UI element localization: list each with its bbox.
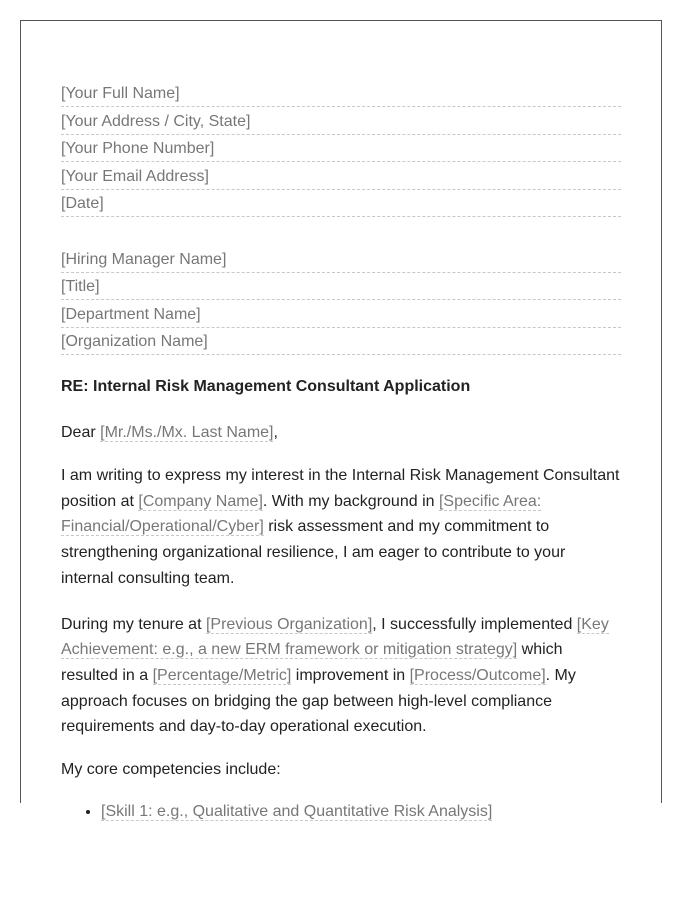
recipient-last-name-placeholder[interactable]: [Mr./Ms./Mx. Last Name]	[100, 424, 274, 441]
process-outcome-placeholder[interactable]: [Process/Outcome]	[409, 666, 546, 684]
sender-block	[61, 81, 621, 217]
paragraph-text: risk assessment and my commitment to strengthening organizational resilience, I am eager to contribute to your internal consulting team.	[61, 518, 566, 587]
paragraph-text: , I successfully implemented	[372, 615, 577, 633]
block-spacer	[61, 219, 621, 247]
date-field[interactable]: [Date]	[61, 191, 621, 217]
paragraph-text: which resulted in a	[61, 641, 563, 684]
organization-name-field[interactable]: [Organization Name]	[61, 329, 621, 355]
salutation-suffix: ,	[273, 424, 278, 441]
sender-phone-field[interactable]: [Your Phone Number]	[61, 136, 621, 162]
specific-area-placeholder[interactable]: [Specific Area: Financial/Operational/Cyber]	[61, 492, 542, 536]
intro-paragraph	[61, 463, 621, 592]
company-name-placeholder[interactable]: [Company Name]	[138, 492, 263, 510]
paragraph-text: improvement in	[291, 666, 410, 684]
recipient-block	[61, 247, 621, 356]
letter-content	[61, 81, 621, 822]
subject-line: RE: Internal Risk Management Consultant Application	[61, 378, 471, 395]
paragraph-text: . With my background in	[262, 492, 439, 510]
previous-organization-placeholder[interactable]: [Previous Organization]	[205, 615, 373, 633]
letter-page	[20, 20, 662, 821]
key-achievement-placeholder[interactable]: [Key Achievement: e.g., a new ERM framework or mitigation strategy]	[61, 615, 609, 659]
list-item	[101, 802, 621, 822]
metric-placeholder[interactable]: [Percentage/Metric]	[152, 666, 292, 684]
salutation	[61, 423, 621, 443]
skills-list	[61, 802, 621, 822]
experience-paragraph	[61, 612, 621, 741]
paragraph-text: I am writing to express my interest in the Internal Risk Management Consultant position at	[61, 467, 620, 510]
paragraph-text: During my tenure at	[61, 615, 206, 633]
salutation-prefix: Dear	[61, 424, 101, 441]
sender-address-field[interactable]: [Your Address / City, State]	[61, 109, 621, 135]
paragraph-text: . My approach focuses on bridging the gap between high-level compliance requirements and day-to-day operational execution.	[61, 666, 576, 736]
hiring-manager-name-field[interactable]: [Hiring Manager Name]	[61, 247, 621, 273]
department-name-field[interactable]: [Department Name]	[61, 302, 621, 328]
sender-email-field[interactable]: [Your Email Address]	[61, 164, 621, 190]
competencies-intro: My core competencies include:	[61, 761, 281, 779]
recipient-title-field[interactable]: [Title]	[61, 274, 621, 300]
skill-1-placeholder[interactable]: [Skill 1: e.g., Qualitative and Quantitative Risk Analysis]	[101, 803, 493, 821]
sender-full-name-field[interactable]: [Your Full Name]	[61, 81, 621, 107]
